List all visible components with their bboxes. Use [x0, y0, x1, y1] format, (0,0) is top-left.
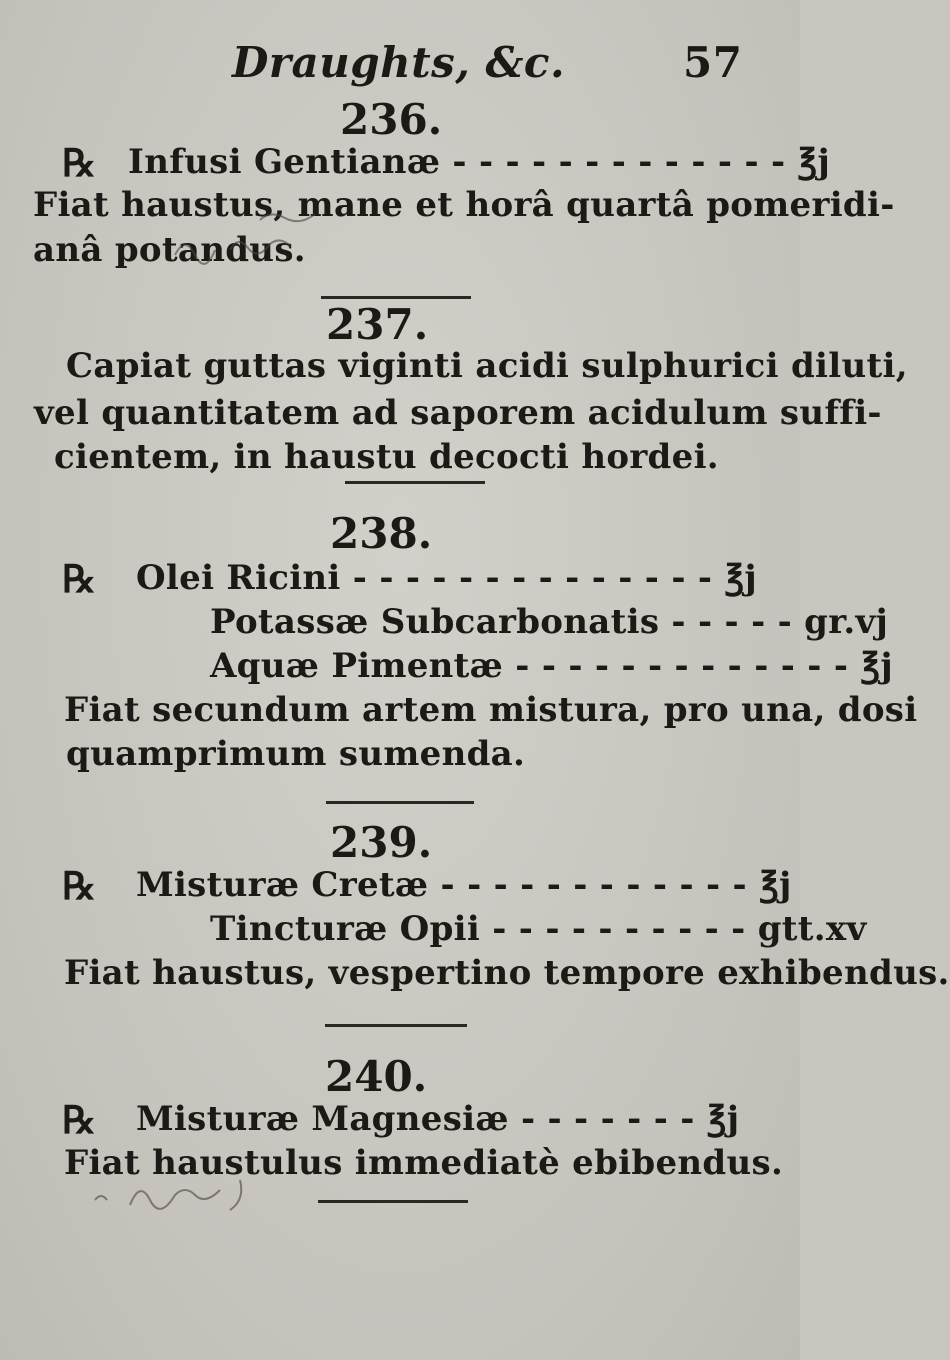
handwritten-annotation — [90, 1170, 290, 1220]
text-line: Misturæ Cretæ - - - - - - - - - - - - ℥j — [136, 865, 792, 905]
text-line: Tincturæ Opii - - - - - - - - - - gtt.xv — [210, 909, 867, 949]
text-line: anâ potandus. — [33, 230, 306, 270]
running-head-title: Draughts, &c. — [232, 38, 566, 87]
section-number: 236. — [340, 95, 443, 144]
text-line: Capiat guttas viginti acidi sulphurici diluti, — [66, 346, 908, 386]
page-number: 57 — [683, 38, 743, 87]
recipe-symbol: ℞ — [62, 1097, 97, 1142]
section-number: 239. — [330, 818, 433, 867]
text-line: Potassæ Subcarbonatis - - - - - gr.vj — [210, 602, 889, 642]
text-line: Fiat secundum artem mistura, pro una, dosi — [64, 690, 918, 730]
text-line: quamprimum sumenda. — [66, 734, 526, 774]
text-line: Misturæ Magnesiæ - - - - - - - ℥j — [136, 1099, 740, 1139]
divider — [345, 481, 485, 484]
section-number: 238. — [330, 509, 433, 558]
text-line: cientem, in haustu decocti hordei. — [54, 437, 719, 477]
divider — [326, 801, 474, 804]
text-line: Fiat haustulus immediatè ebibendus. — [64, 1143, 784, 1183]
recipe-symbol: ℞ — [62, 140, 97, 185]
text-line: Aquæ Pimentæ - - - - - - - - - - - - - ℥j — [210, 646, 893, 686]
divider — [318, 1200, 468, 1203]
handwritten-annotation — [170, 200, 360, 270]
text-line: vel quantitatem ad saporem acidulum suffi- — [34, 393, 882, 433]
text-line: Fiat haustus, mane et horâ quartâ pomeridi- — [33, 185, 895, 225]
recipe-symbol: ℞ — [62, 863, 97, 908]
divider — [321, 296, 471, 299]
text-line: Olei Ricini - - - - - - - - - - - - - - ℥j — [136, 558, 757, 598]
recipe-symbol: ℞ — [62, 556, 97, 601]
divider — [325, 1024, 467, 1027]
section-number: 240. — [325, 1052, 428, 1101]
section-number: 237. — [326, 300, 429, 349]
text-line: Fiat haustus, vespertino tempore exhibendus. — [64, 953, 950, 993]
text-line: Infusi Gentianæ - - - - - - - - - - - - - ℥j — [128, 142, 831, 182]
